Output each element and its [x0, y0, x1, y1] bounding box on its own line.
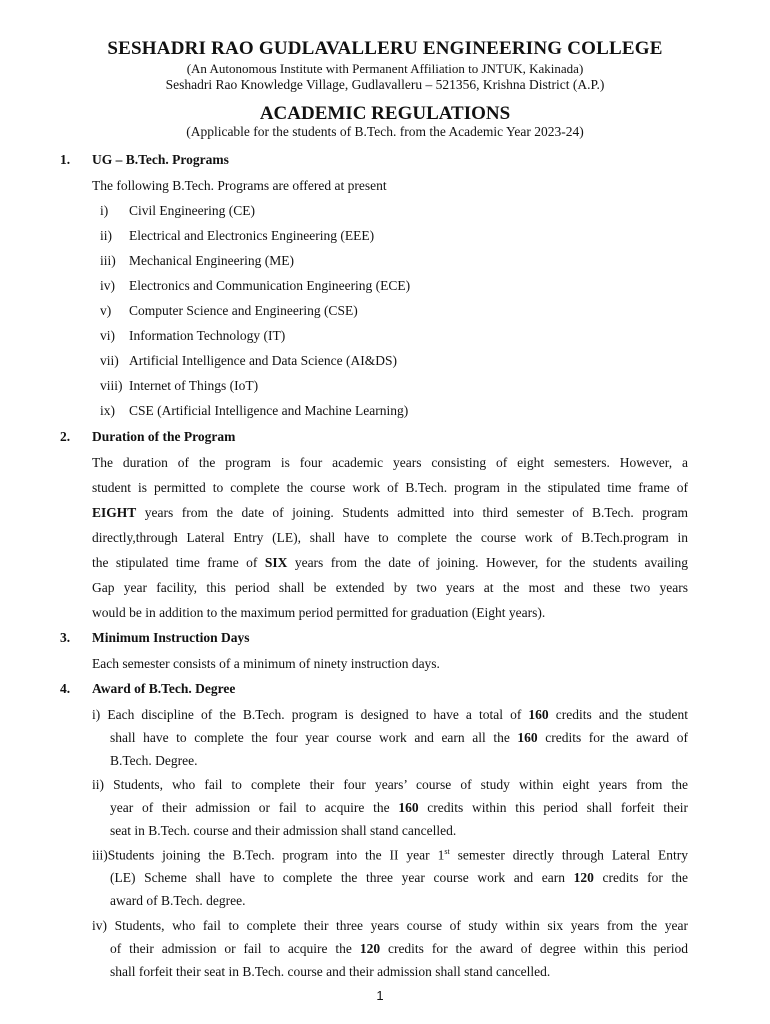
- program-item: vi) Information Technology (IT): [100, 328, 286, 343]
- program-item: viii) Internet of Things (IoT): [100, 378, 259, 393]
- clause-line: seat in B.Tech. course and their admission shall stand cancelled.: [110, 823, 457, 838]
- paragraph-line: EIGHT years from the date of joining. Students admitted into third semester of B.Tech. program: [92, 505, 688, 520]
- program-item: ii) Electrical and Electronics Engineering (EEE): [100, 228, 375, 243]
- clause-line: i) Each discipline of the B.Tech. program is designed to have a total of 160 credits and the student: [92, 707, 688, 722]
- clause-line: B.Tech. Degree.: [110, 753, 198, 768]
- section-1-heading: [60, 152, 229, 168]
- clause-line: of their admission or fail to acquire the 120 credits for the award of degree within this period: [110, 941, 688, 956]
- section-number: 1.: [60, 152, 71, 167]
- program-item: v) Computer Science and Engineering (CSE): [100, 303, 358, 318]
- address-line: Seshadri Rao Knowledge Village, Gudlavalleru – 521356, Krishna District (A.P.): [165, 77, 605, 92]
- paragraph-line: would be in addition to the maximum period permitted for graduation (Eight years).: [92, 605, 546, 620]
- clause-line: shall have to complete the four year course work and earn all the 160 credits for the award of: [110, 730, 688, 745]
- clause-line: shall forfeit their seat in B.Tech. course and their admission shall stand cancelled.: [110, 964, 551, 979]
- clause-line: ii) Students, who fail to complete their four years’ course of study within eight years from the: [92, 777, 688, 792]
- program-item: vii) Artificial Intelligence and Data Science (AI&DS): [100, 353, 398, 368]
- paragraph-line: student is permitted to complete the course work of B.Tech. program in the stipulated time frame of: [92, 480, 688, 495]
- section-3-text: Each semester consists of a minimum of ninety instruction days.: [92, 656, 440, 671]
- applicability-line: (Applicable for the students of B.Tech. from the Academic Year 2023-24): [186, 124, 584, 139]
- program-item: iv) Electronics and Communication Engineering (ECE): [100, 278, 411, 293]
- program-item: i) Civil Engineering (CE): [100, 203, 255, 218]
- paragraph-line: The duration of the program is four academic years consisting of eight semesters. However, a: [92, 455, 688, 470]
- clause-line: year of their admission or fail to acquire the 160 credits within this period shall forfeit their: [110, 800, 689, 815]
- college-name: SESHADRI RAO GUDLAVALLERU ENGINEERING COLLEGE: [107, 38, 663, 59]
- affiliation-line: (An Autonomous Institute with Permanent Affiliation to JNTUK, Kakinada): [186, 61, 584, 76]
- paragraph-line: the stipulated time frame of SIX years from the date of joining. However, for the students availing: [92, 555, 689, 570]
- paragraph-line: Gap year facility, this period shall be extended by two years at the most and these two years: [92, 580, 688, 595]
- section-title: Award of B.Tech. Degree: [92, 681, 236, 696]
- section-3-heading: [60, 630, 250, 646]
- clause-line: (LE) Scheme shall have to complete the three year course work and earn 120 credits for the: [110, 870, 688, 885]
- section-number: 2.: [60, 429, 71, 444]
- document-title: ACADEMIC REGULATIONS: [259, 103, 511, 124]
- clause-line: iii)Students joining the B.Tech. program into the II year 1st semester directly through Lateral Entry: [92, 847, 688, 863]
- clause-line: iv) Students, who fail to complete their three years course of study within six years from the year: [92, 918, 688, 933]
- program-item: iii) Mechanical Engineering (ME): [100, 253, 294, 268]
- section-1-intro: The following B.Tech. Programs are offered at present: [92, 178, 387, 193]
- section-2-heading: [60, 429, 235, 445]
- section-title: Minimum Instruction Days: [92, 630, 250, 645]
- section-title: Duration of the Program: [92, 429, 236, 444]
- section-number: 4.: [60, 681, 71, 696]
- section-4-heading: [60, 681, 235, 697]
- section-number: 3.: [60, 630, 71, 645]
- page-number: 1: [376, 988, 384, 1003]
- paragraph-line: directly,through Lateral Entry (LE), shall have to complete the course work of B.Tech.program in: [92, 530, 688, 545]
- clause-line: award of B.Tech. degree.: [110, 893, 246, 908]
- section-title: UG – B.Tech. Programs: [92, 152, 229, 167]
- program-item: ix) CSE (Artificial Intelligence and Machine Learning): [100, 403, 409, 418]
